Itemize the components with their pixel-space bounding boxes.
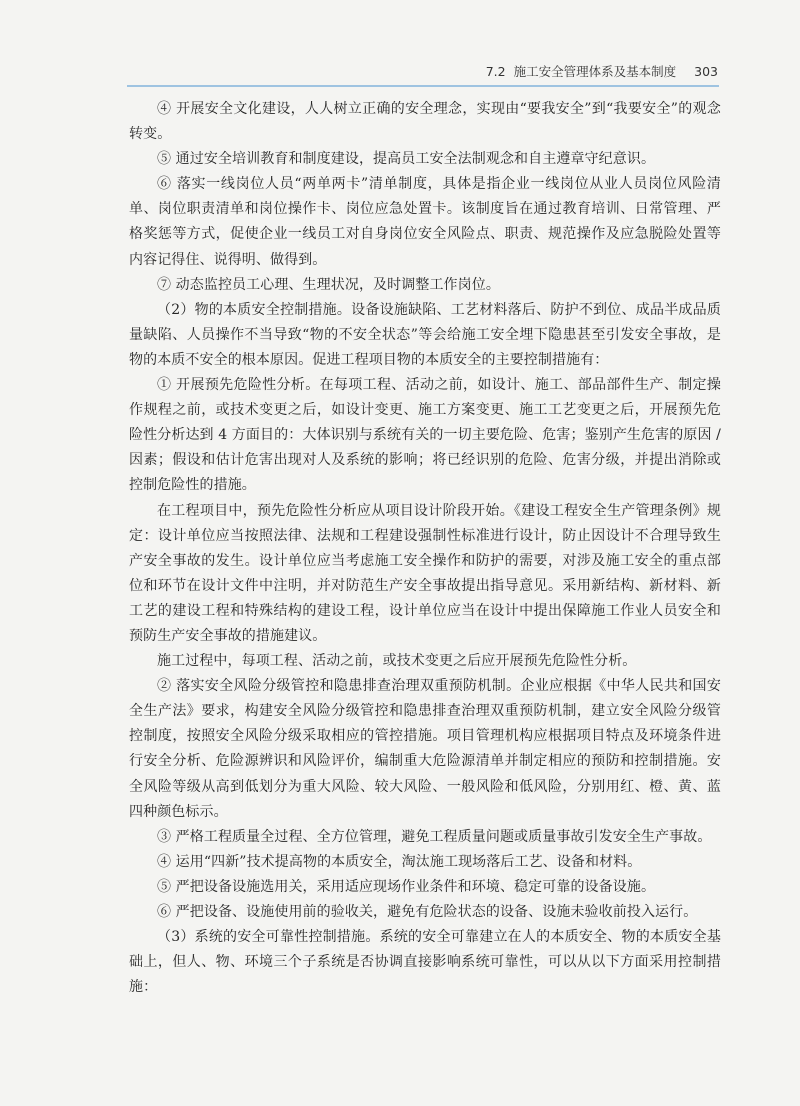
- page-number: 303: [694, 64, 718, 79]
- paragraph: ③ 严格工程质量全过程、全方位管理，避免工程质量问题或质量事故引发安全生产事故。: [157, 828, 712, 845]
- paragraph: （3）系统的安全可靠性控制措施。系统的安全可靠建立在人的本质安全、物的本质安全基础上，但人、物、环境三个子系统是否协调直接影响系统可靠性，可以从以下方面采用控制措施：: [129, 929, 721, 996]
- paragraph: ⑤ 通过安全培训教育和制度建设，提高员工安全法制观念和自主遵章守纪意识。: [157, 151, 656, 168]
- paragraph: ④ 开展安全文化建设，人人树立正确的安全理念，实现由“要我安全”到“我要安全”的观念转变。: [129, 101, 721, 143]
- paragraph: ⑤ 严把设备设施选用关，采用适应现场作业条件和环境、稳定可靠的设备设施。: [157, 878, 656, 895]
- paragraph: ② 落实安全风险分级管控和隐患排查治理双重预防机制。企业应根据《中华人民共和国安全生产法》要求，构建安全风险分级管控和隐患排查治理双重预防机制，建立安全风险分级管控制度，按照安全风险分级采取相应的管控措施。项目管理机构应根据项目特点及环境条件进行安全分析、危险源辨识和风险评价，编制重大危险源清单并制定相应的预防和控制措施。安全风险等级从高到低划分为重大风险、较大风险、一般风险和低风险，分别用红、橙、黄、蓝四种颜色标示。: [129, 678, 721, 820]
- paragraph: 施工过程中，每项工程、活动之前，或技术变更之后应开展预先危险性分析。: [157, 653, 637, 670]
- section-title: 施工安全管理体系及基本制度: [513, 64, 677, 79]
- paragraph: ⑥ 落实一线岗位人员“两单两卡”清单制度，具体是指企业一线岗位从业人员岗位风险清单、岗位职责清单和岗位操作卡、岗位应急处置卡。该制度旨在通过教育培训、日常管理、严格奖惩等方式，促使企业一线员工对自身岗位安全风险点、职责、规范操作及应急脱险处置等内容记得住、说得明、做得到。: [129, 176, 721, 268]
- running-header: [0, 62, 800, 90]
- paragraph: ⑥ 严把设备、设施使用前的验收关，避免有危险状态的设备、设施未验收前投入运行。: [157, 904, 698, 920]
- paragraph: ⑦ 动态监控员工心理、生理状况，及时调整工作岗位。: [157, 276, 500, 293]
- body-text: [129, 97, 721, 1000]
- paragraph: 在工程项目中，预先危险性分析应从项目设计阶段开始。《建设工程安全生产管理条例》规定：设计单位应当按照法律、法规和工程建设强制性标准进行设计，防止因设计不合理导致生产安全事故的发生。设计单位应当考虑施工安全操作和防护的需要，对涉及施工安全的重点部位和环节在设计文件中注明，并对防范生产安全事故提出指导意见。采用新结构、新材料、新工艺的建设工程和特殊结构的建设工程，设计单位应当在设计中提出保障施工作业人员安全和预防生产安全事故的措施建议。: [129, 502, 721, 644]
- paragraph: ④ 运用“四新”技术提高物的本质安全，淘汰施工现场落后工艺、设备和材料。: [157, 853, 642, 870]
- header-text: [486, 62, 718, 80]
- section-number: 7.2: [485, 64, 506, 79]
- header-rule: [127, 85, 719, 87]
- paragraph: ① 开展预先危险性分析。在每项工程、活动之前，如设计、施工、部品部件生产、制定操作规程之前，或技术变更之后，如设计变更、施工方案变更、施工工艺变更之后，开展预先危险性分析达到 4 方面目的：大体识别与系统有关的一切主要危险、危害；鉴别产生危害的原因 / 因素；假设和估计危害出现对人及系统的影响；将已经识别的危险、危害分级，并提出消除或控制危险性的措施。: [129, 377, 721, 494]
- paragraph: （2）物的本质安全控制措施。设备设施缺陷、工艺材料落后、防护不到位、成品半成品质量缺陷、人员操作不当导致“物的不安全状态”等会给施工安全埋下隐患甚至引发安全事故，是物的本质不安全的根本原因。促进工程项目物的本质安全的主要控制措施有：: [129, 301, 721, 368]
